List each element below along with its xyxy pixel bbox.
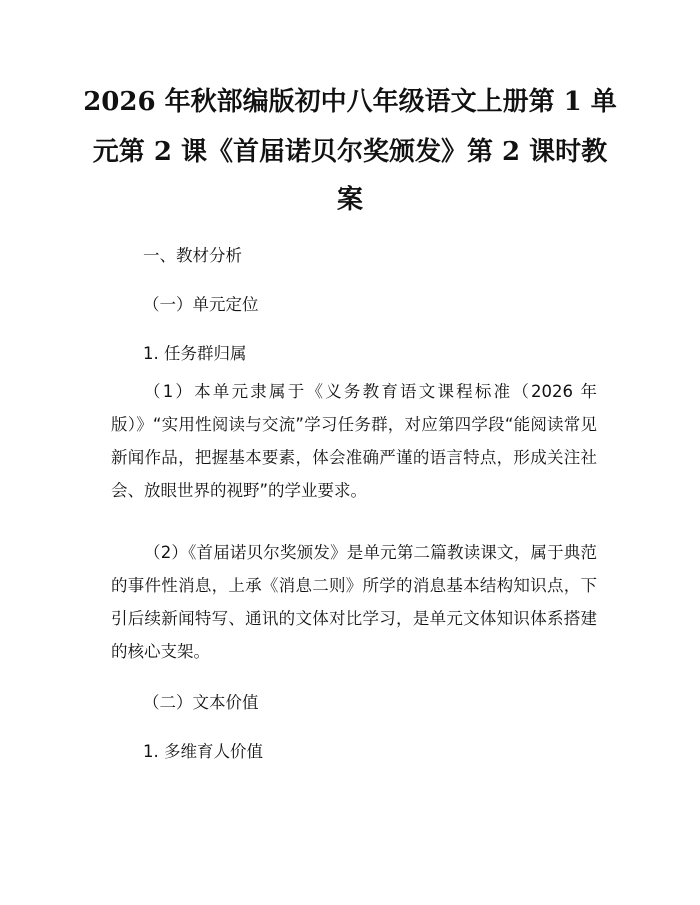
document-title-line-2: 元第 2 课《首届诺贝尔奖颁发》第 2 课时教: [92, 137, 608, 167]
document-title-line-1: 2026 年秋部编版初中八年级语文上册第 1 单: [83, 87, 617, 117]
subsection-heading-text-value: （二）文本价值: [143, 693, 259, 712]
paragraph-lesson-role: （2）《首届诺贝尔奖颁发》是单元第二篇教读课文，属于典范的事件性消息，上承《消息二则》所学的消息基本结构知识点，下引后续新闻特写、通讯的文体对比学习，是单元文体知识体系搭建的核心支架。: [111, 543, 597, 661]
subsection-heading-unit-positioning: （一）单元定位: [143, 295, 259, 314]
section-heading-textbook-analysis: 一、教材分析: [143, 246, 242, 265]
item-heading-educational-value: 1. 多维育人价值: [143, 742, 263, 761]
document-title-line-3: 案: [336, 185, 363, 215]
paragraph-unit-affiliation: （1）本单元隶属于《义务教育语文课程标准（2026 年版）》“实用性阅读与交流”学习任务群，对应第四学段“能阅读常见新闻作品，把握基本要素，体会准确严谨的语言特点，形成关注社会、放眼世界的视野”的学业要求。: [111, 382, 597, 500]
item-heading-task-group: 1. 任务群归属: [143, 344, 247, 363]
